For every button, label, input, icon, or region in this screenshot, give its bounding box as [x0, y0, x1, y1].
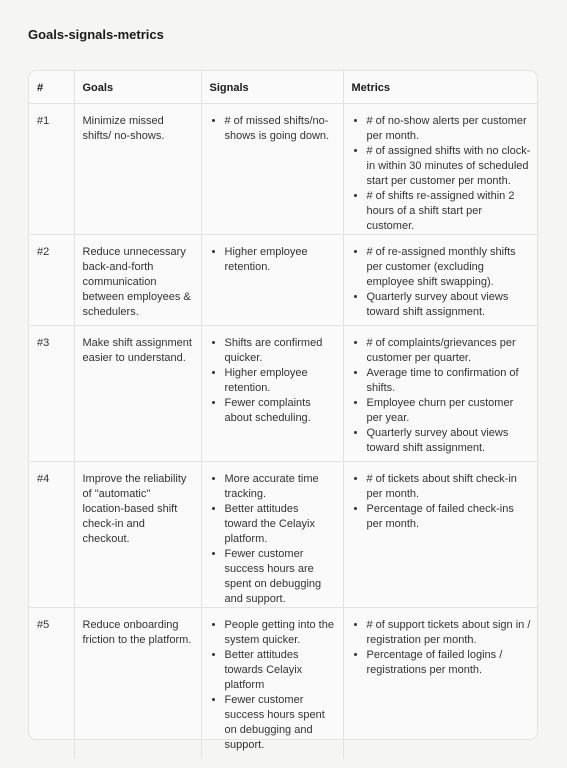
signal-item: • Fewer complaints about scheduling. [225, 396, 335, 426]
gsm-table-container [28, 70, 538, 751]
metrics-cell [343, 103, 539, 234]
table-body [29, 103, 539, 759]
metric-item: • # of shifts re-assigned within 2 hours of a shift start per customer. [367, 189, 532, 234]
signals-cell [201, 461, 343, 607]
table-row [29, 461, 539, 607]
metric-item: • Quarterly survey about views toward shift assignment. [367, 426, 532, 456]
signals-list [210, 336, 335, 426]
metric-item: • # of no-show alerts per customer per month. [367, 114, 532, 144]
table-row [29, 234, 539, 325]
header-metrics: Metrics [343, 71, 539, 103]
row-number: #4 [29, 461, 74, 607]
signal-item: • Higher employee retention. [225, 245, 335, 275]
page-title: Goals-signals-metrics [28, 27, 164, 42]
signals-cell [201, 103, 343, 234]
signal-item: • Better attitudes towards Celayix platform [225, 648, 335, 693]
signal-item: • Higher employee retention. [225, 366, 335, 396]
metric-item: • # of re-assigned monthly shifts per customer (excluding employee shift swapping). [367, 245, 532, 290]
signal-item: • # of missed shifts/no-shows is going down. [225, 114, 335, 144]
metrics-list [352, 472, 532, 532]
signal-item: • People getting into the system quicker. [225, 618, 335, 648]
signals-cell [201, 607, 343, 759]
metric-item: • Average time to confirmation of shifts. [367, 366, 532, 396]
metric-item: • Percentage of failed logins / registrations per month. [367, 648, 532, 678]
metric-item: • # of complaints/grievances per customer per quarter. [367, 336, 532, 366]
header-number: # [29, 71, 74, 103]
metric-item: • Percentage of failed check-ins per month. [367, 502, 532, 532]
metrics-list [352, 336, 532, 456]
row-number: #1 [29, 103, 74, 234]
signal-item: • Fewer customer success hours spent on debugging and support. [225, 693, 335, 753]
signals-cell [201, 234, 343, 325]
row-number: #3 [29, 325, 74, 461]
header-goals: Goals [74, 71, 201, 103]
metrics-list [352, 245, 532, 320]
goal-cell: Reduce onboarding friction to the platform. [74, 607, 201, 759]
header-signals: Signals [201, 71, 343, 103]
metrics-cell [343, 607, 539, 759]
signal-item: • Better attitudes toward the Celayix platform. [225, 502, 335, 547]
metrics-list [352, 618, 532, 678]
signals-list [210, 618, 335, 753]
header-row [29, 71, 539, 103]
metrics-cell [343, 234, 539, 325]
row-number: #5 [29, 607, 74, 759]
metrics-cell [343, 325, 539, 461]
metric-item: • # of tickets about shift check-in per month. [367, 472, 532, 502]
signal-item: • Fewer customer success hours are spent on debugging and support. [225, 547, 335, 607]
signal-item: • More accurate time tracking. [225, 472, 335, 502]
metric-item: • # of assigned shifts with no clock-in within 30 minutes of scheduled start per customer per month. [367, 144, 532, 189]
signals-list [210, 472, 335, 607]
metric-item: • # of support tickets about sign in / registration per month. [367, 618, 532, 648]
signal-item: • Shifts are confirmed quicker. [225, 336, 335, 366]
table-row [29, 325, 539, 461]
table-header [29, 71, 539, 103]
metric-item: • Employee churn per customer per year. [367, 396, 532, 426]
signals-list [210, 245, 335, 275]
metrics-cell [343, 461, 539, 607]
metric-item: • Quarterly survey about views toward shift assignment. [367, 290, 532, 320]
goal-cell: Minimize missed shifts/ no-shows. [74, 103, 201, 234]
row-number: #2 [29, 234, 74, 325]
gsm-table [29, 71, 539, 759]
goal-cell: Reduce unnecessary back-and-forth communication between employees & schedulers. [74, 234, 201, 325]
signals-list [210, 114, 335, 144]
table-row [29, 607, 539, 759]
table-row [29, 103, 539, 234]
metrics-list [352, 114, 532, 234]
signals-cell [201, 325, 343, 461]
goal-cell: Make shift assignment easier to understand. [74, 325, 201, 461]
goal-cell: Improve the reliability of "automatic" location-based shift check-in and checkout. [74, 461, 201, 607]
